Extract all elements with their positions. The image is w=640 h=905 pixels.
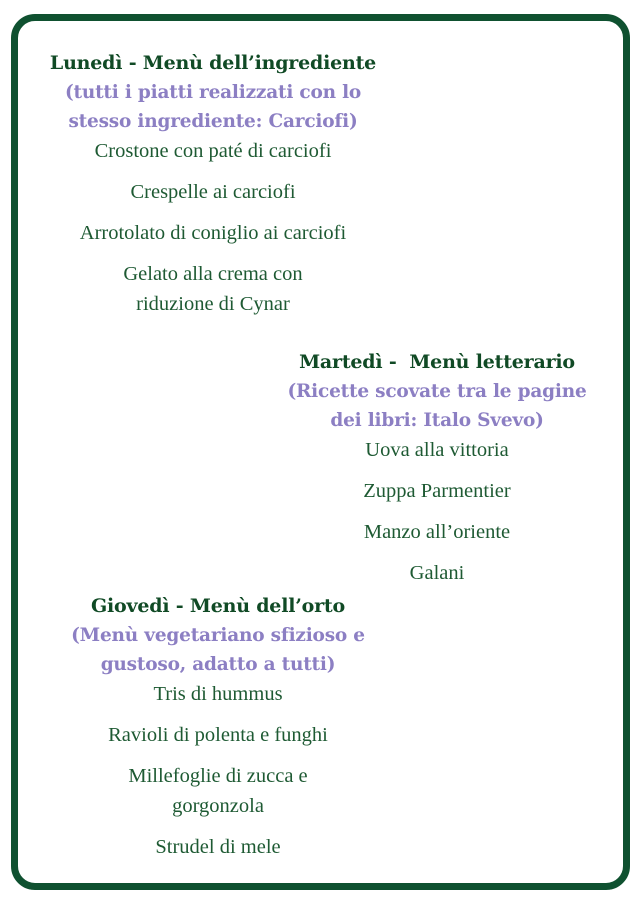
section-subtitle: (tutti i piatti realizzati con lo stesso ingrediente: Carciofi)	[64, 82, 362, 132]
dish-item: Arrotolato di coniglio ai carciofi	[79, 222, 347, 244]
dish-item: Ravioli di polenta e funghi	[108, 724, 328, 746]
dish-list	[40, 136, 386, 319]
dish-item: Crespelle ai carciofi	[130, 181, 296, 203]
section-subtitle: (Ricette scovate tra le pagine dei libri: Italo Svevo)	[287, 381, 587, 431]
dish-list	[58, 679, 378, 862]
section-title: Giovedì - Menù dell’orto	[91, 595, 345, 617]
dish-list	[282, 435, 592, 588]
menu-section-monday	[40, 48, 386, 319]
dish-item: Strudel di mele	[155, 836, 281, 858]
dish-item: Crostone con paté di carciofi	[94, 140, 332, 162]
dish-item: Millefoglie di zucca e gorgonzola	[128, 765, 308, 817]
dish-item: Manzo all’oriente	[363, 521, 511, 543]
section-title: Martedì - Menù letterario	[299, 351, 575, 373]
menu-section-tuesday	[282, 347, 592, 588]
section-subtitle: (Menù vegetariano sfizioso e gustoso, adatto a tutti)	[71, 625, 365, 675]
dish-item: Gelato alla crema con riduzione di Cynar	[123, 263, 303, 315]
dish-item: Tris di hummus	[153, 683, 283, 705]
dish-item: Zuppa Parmentier	[363, 480, 511, 502]
dish-item: Uova alla vittoria	[365, 439, 509, 461]
dish-item: Galani	[409, 562, 465, 584]
section-title: Lunedì - Menù dell’ingrediente	[49, 52, 377, 74]
menu-section-thursday	[58, 591, 378, 862]
